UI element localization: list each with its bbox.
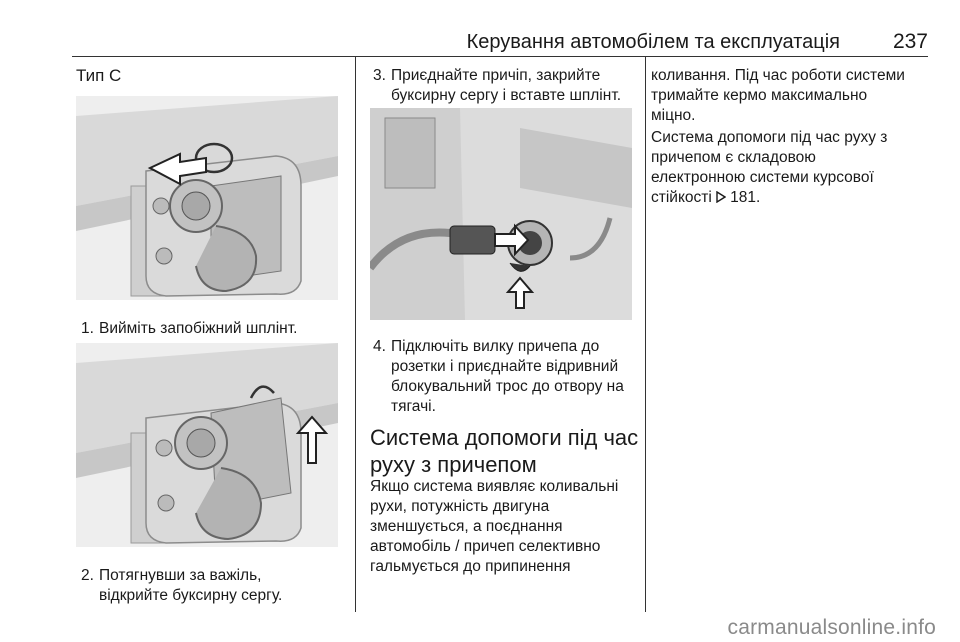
body-line: міцно. (651, 107, 696, 124)
body-line: автомобіль / причеп селективно (370, 538, 601, 555)
illustration-remove-pin (76, 96, 338, 300)
step-number: 3. (373, 67, 386, 84)
paragraph-1 (651, 66, 936, 126)
illustration-open-shackle (76, 343, 338, 547)
body-line: причепом є складовою (651, 149, 816, 166)
watermark: carmanualsonline.info (727, 616, 936, 639)
step-number: 4. (373, 338, 386, 355)
header-title: Керування автомобілем та експлуатація (466, 31, 840, 53)
step-text-line: тягачі. (391, 398, 436, 415)
section-heading (370, 424, 640, 478)
heading-line: Система допомоги під час (370, 425, 639, 450)
body-line: зменшується, а поєднання (370, 518, 563, 535)
body-line: гальмується до припинення (370, 558, 571, 575)
step-text-line: Потягнувши за важіль, (99, 567, 262, 584)
step-text-line: Приєднайте причіп, закрийте (391, 67, 601, 84)
step-number: 1. (81, 320, 94, 337)
page-number: 237 (892, 30, 928, 53)
header-divider (72, 56, 928, 57)
body-line: тримайте кермо максимально (651, 87, 868, 104)
column-divider-2 (645, 57, 646, 612)
body-line: коливання. Під час роботи системи (651, 67, 905, 84)
paragraph-2 (651, 128, 936, 208)
heading-line: руху з причепом (370, 452, 537, 477)
body-line-ref: стійкості 181. (651, 189, 761, 206)
body-line: Якщо система виявляє коливальні (370, 478, 619, 495)
triangle-ref-icon[interactable] (716, 188, 730, 208)
step-text-line: буксирну сергу і вставте шплінт. (391, 87, 622, 104)
step-text-line: Підключіть вилку причепа до (391, 338, 600, 355)
section-label: Тип C (76, 66, 122, 85)
page-reference[interactable]: 181. (730, 189, 761, 206)
step-text-line: відкрийте буксирну сергу. (99, 587, 283, 604)
body-line: електронною системи курсової (651, 169, 874, 186)
column-divider-1 (355, 57, 356, 612)
step-text: Вийміть запобіжний шплінт. (99, 320, 298, 337)
page-header (0, 0, 960, 56)
body-paragraph (370, 477, 640, 577)
step-text-line: розетки і приєднайте відривний (391, 358, 619, 375)
step-text-line: блокувальний трос до отвору на (391, 378, 624, 395)
illustration-connect-plug (370, 108, 632, 320)
step-number: 2. (81, 567, 94, 584)
body-line: рухи, потужність двигуна (370, 498, 550, 515)
body-line: Система допомоги під час руху з (651, 129, 888, 146)
